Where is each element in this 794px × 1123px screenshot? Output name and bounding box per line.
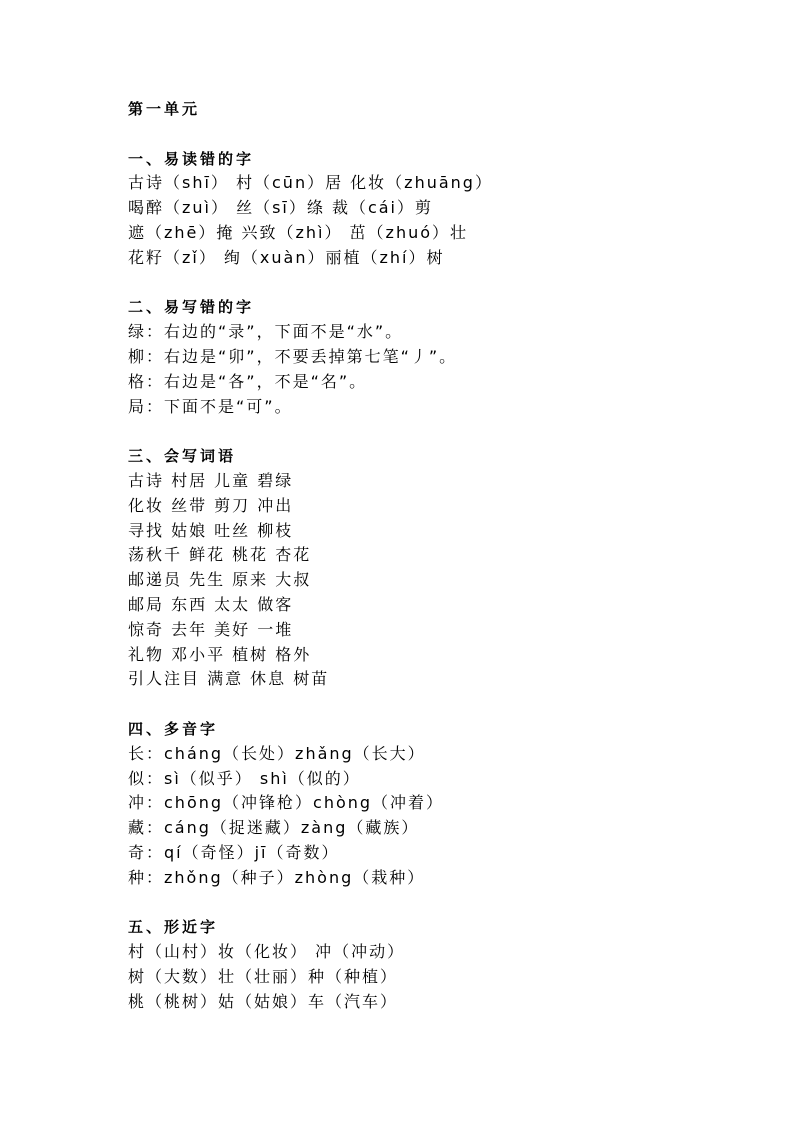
text-line: 绿：右边的“录”，下面不是“水”。 — [128, 322, 404, 342]
text-line: 树（大数）壮（壮丽）种（种植） — [128, 966, 399, 986]
section-vocabulary — [128, 444, 748, 692]
section-heading: 五、形近字 — [128, 918, 219, 937]
text-line: 化妆 丝带 剪刀 冲出 — [128, 495, 294, 515]
section-easy-to-miswrite — [128, 295, 748, 419]
text-line: 柳：右边是“卯”，不要丢掉第七笔“丿”。 — [128, 346, 458, 366]
text-line: 奇：qí（奇怪）jī（奇数） — [128, 842, 340, 862]
section-heading: 一、易读错的字 — [128, 149, 255, 168]
text-line: 惊奇 去年 美好 一堆 — [128, 619, 294, 639]
section-heading: 二、易写错的字 — [128, 298, 255, 317]
section-heading: 三、会写词语 — [128, 447, 237, 466]
text-line: 村（山村）妆（化妆） 冲（冲动） — [128, 942, 406, 962]
text-line: 长：cháng（长处）zhǎng（长大） — [128, 743, 426, 763]
text-line: 古诗（shī） 村（cūn）居 化妆（zhuāng） — [128, 173, 493, 193]
text-line: 礼物 邓小平 植树 格外 — [128, 644, 312, 664]
text-line: 邮局 东西 太太 做客 — [128, 594, 294, 614]
text-line: 遮（zhē）掩 兴致（zhì） 茁（zhuó）壮 — [128, 222, 469, 242]
document-page — [128, 97, 748, 1014]
document-title: 第一单元 — [128, 100, 201, 118]
text-line: 局：下面不是“可”。 — [128, 396, 293, 416]
text-line: 花籽（zǐ） 绚（xuàn）丽植（zhí）树 — [128, 247, 445, 267]
section-polyphonic-characters — [128, 717, 748, 891]
text-line: 荡秋千 鲜花 桃花 杏花 — [128, 545, 312, 565]
text-line: 格：右边是“各”，不是“名”。 — [128, 371, 368, 391]
text-line: 引人注目 满意 休息 树苗 — [128, 669, 330, 689]
text-line: 冲：chōng（冲锋枪）chòng（冲着） — [128, 793, 445, 813]
text-line: 藏：cáng（捉迷藏）zàng（藏族） — [128, 818, 420, 838]
text-line: 寻找 姑娘 吐丝 柳枝 — [128, 520, 294, 540]
text-line: 喝醉（zuì） 丝（sī）绦 裁（cái）剪 — [128, 198, 433, 218]
section-similar-characters — [128, 915, 748, 1014]
text-line: 古诗 村居 儿童 碧绿 — [128, 470, 294, 490]
text-line: 似：sì（似乎） shì（似的） — [128, 768, 361, 788]
text-line: 种：zhǒng（种子）zhòng（栽种） — [128, 867, 426, 887]
section-heading: 四、多音字 — [128, 719, 219, 738]
text-line: 桃（桃树）姑（姑娘）车（汽车） — [128, 991, 399, 1011]
text-line: 邮递员 先生 原来 大叔 — [128, 570, 312, 590]
section-easy-to-misread — [128, 147, 748, 271]
